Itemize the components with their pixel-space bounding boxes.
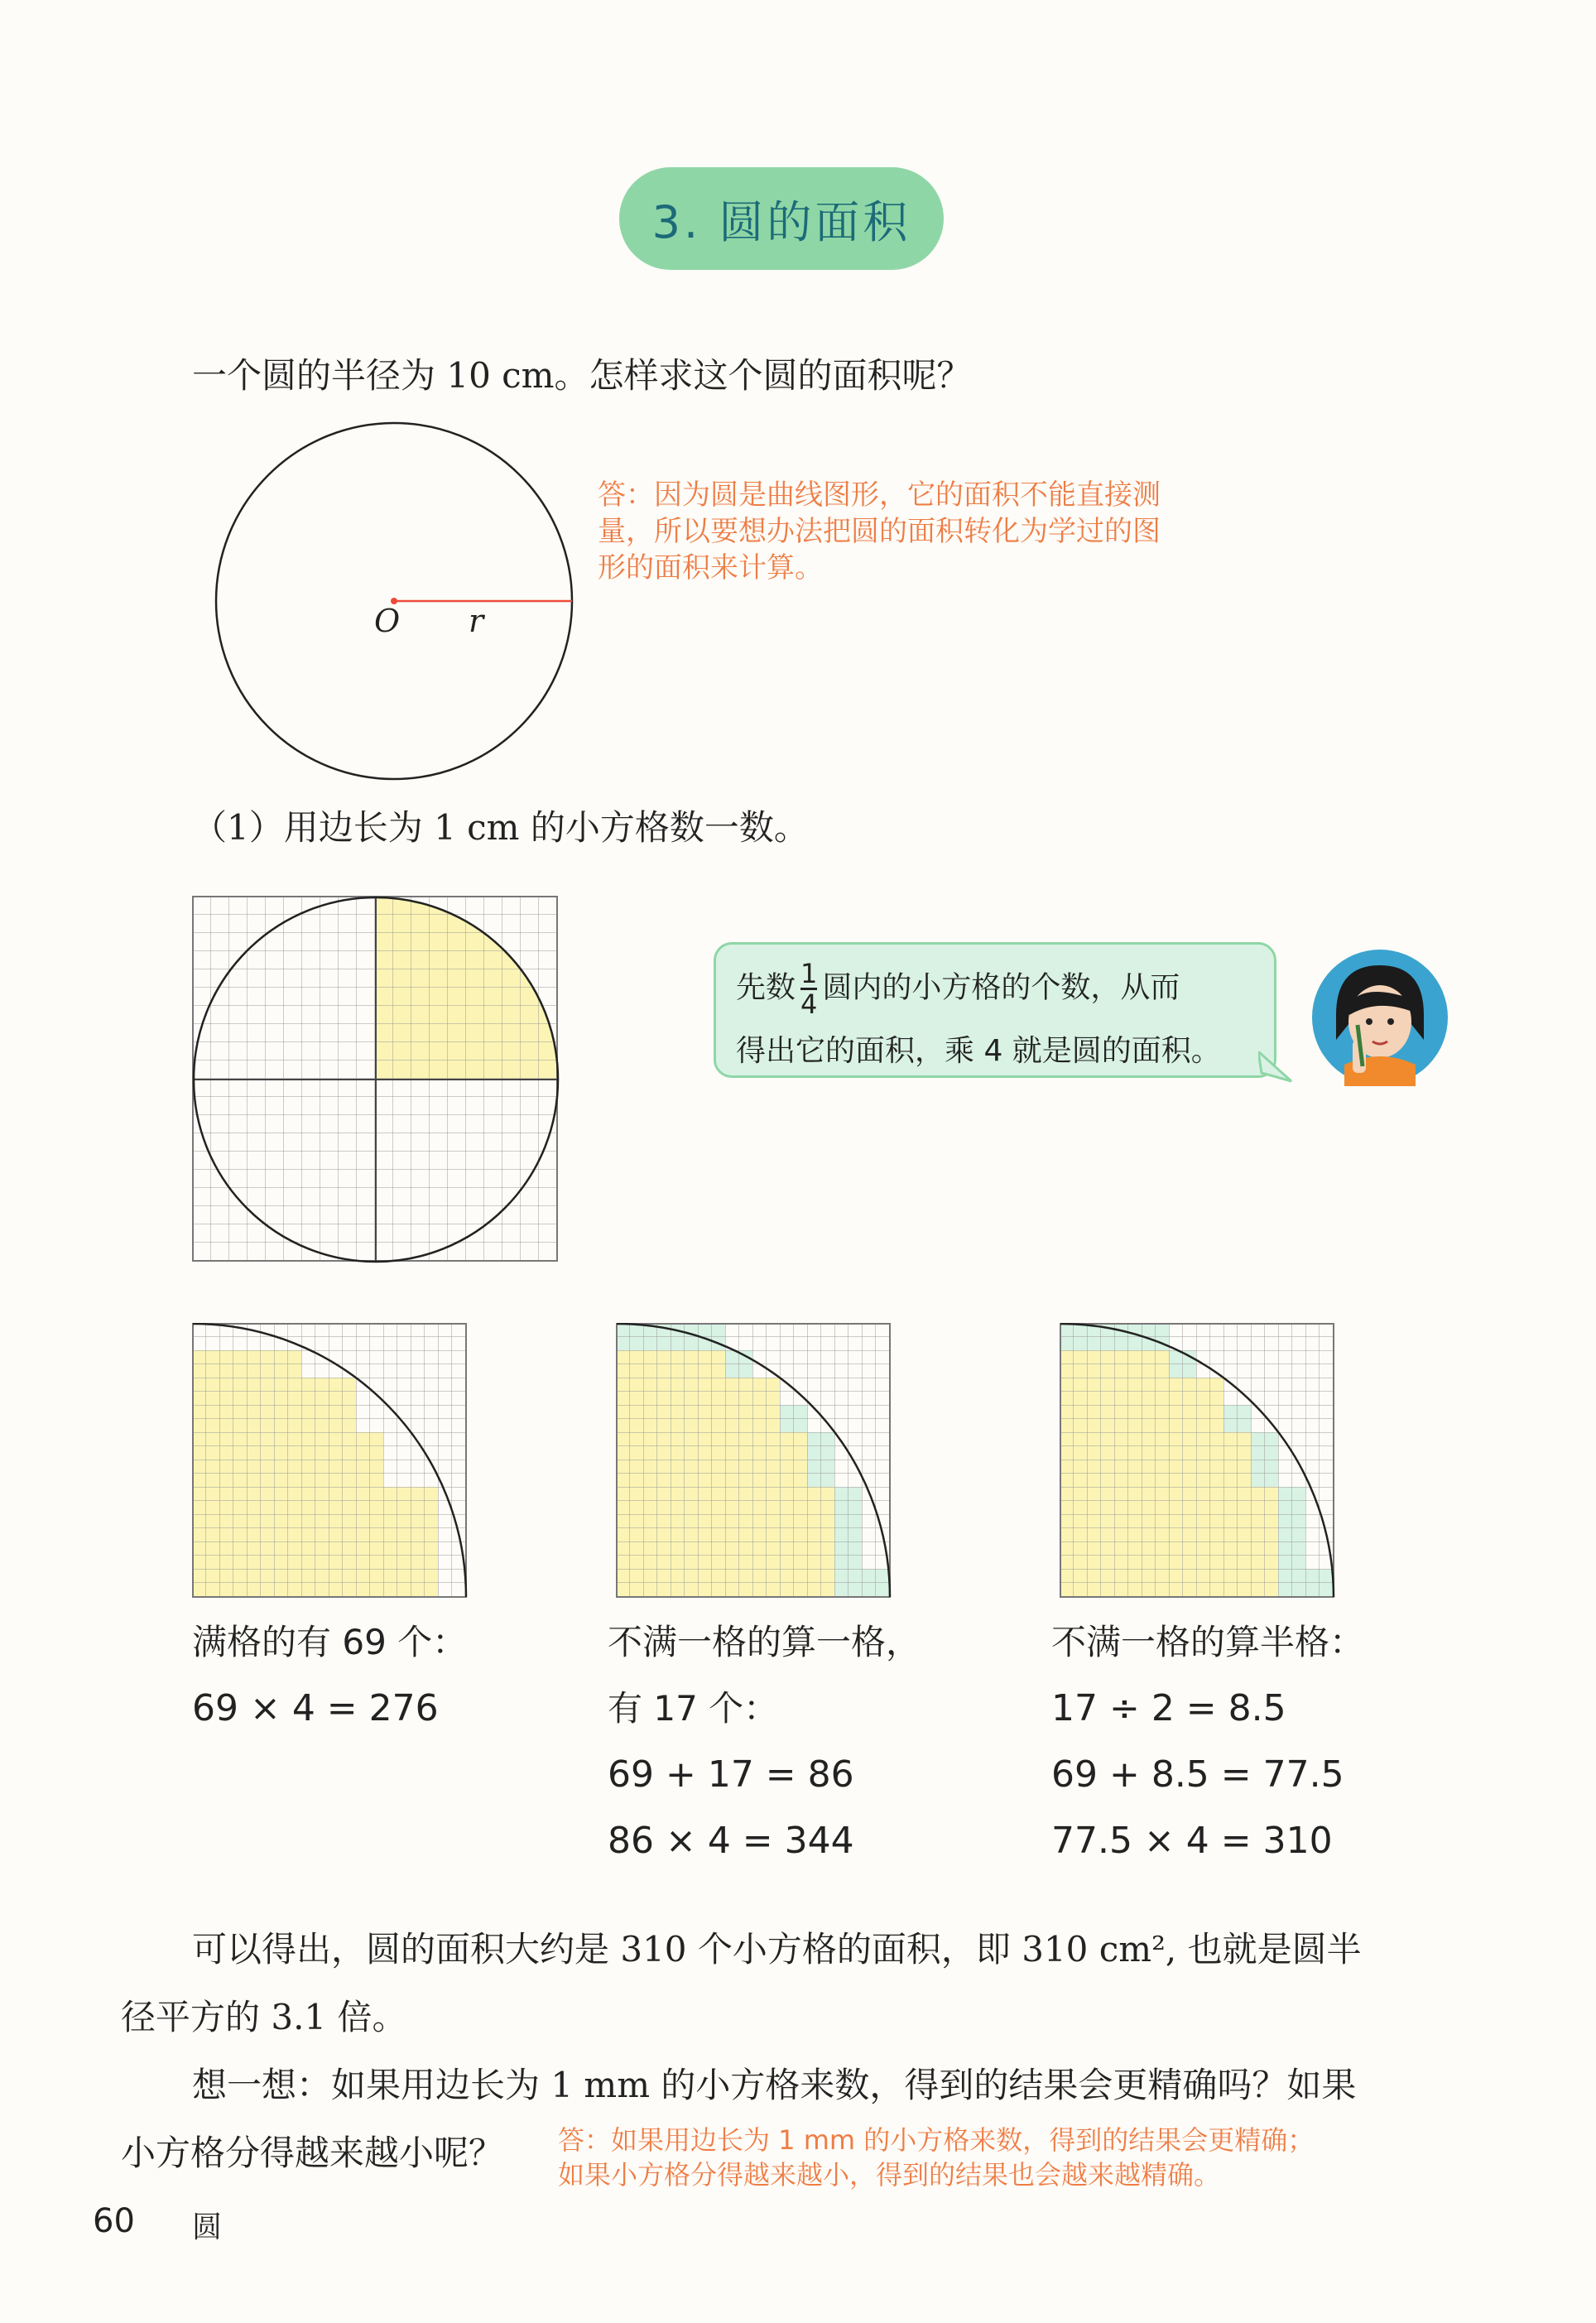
think-line-1: 想一想：如果用边长为 1 mm 的小方格来数，得到的结果会更精确吗？如果 bbox=[192, 2065, 1357, 2105]
method-1-text: 满格的有 69 个： 69 × 4 = 276 bbox=[192, 1622, 468, 1729]
answer-line: 量，所以要想办法把圆的面积转化为学过的图 bbox=[598, 515, 1161, 548]
bubble-line-1: 先数 $\frac{1}{4}$ 圆内的小方格的个数，从而 bbox=[736, 958, 1180, 1020]
section-title: 3. 圆的面积 bbox=[619, 167, 944, 270]
grid-method-3 bbox=[1060, 1323, 1341, 1604]
answer-block-1 bbox=[598, 477, 1161, 586]
speech-bubble bbox=[714, 942, 1276, 1078]
answer-line: 如果小方格分得越来越小，得到的结果也会越来越精确。 bbox=[558, 2159, 1221, 2191]
think-line-2: 小方格分得越来越小呢？ bbox=[121, 2133, 504, 2173]
bubble-tail bbox=[1258, 1051, 1295, 1085]
conclusion: 可以得出，圆的面积大约是 310 个小方格的面积，即 310 cm², 也就是圆半 bbox=[192, 1929, 1362, 1970]
conclusion-line-2: 径平方的 3.1 倍。 bbox=[121, 1997, 407, 2037]
answer-line: 答：因为圆是曲线图形，它的面积不能直接测 bbox=[598, 479, 1161, 512]
fraction: $\frac{1}{4}$ bbox=[800, 958, 818, 1020]
answer-line: 答：如果用边长为 1 mm 的小方格来数，得到的结果会更精确； bbox=[558, 2124, 1315, 2156]
grid-circle-diagram bbox=[192, 896, 561, 1265]
radius-label: r bbox=[469, 603, 484, 639]
page-number: 60 bbox=[93, 2202, 135, 2240]
chapter-name: 圆 bbox=[192, 2210, 223, 2244]
method-3-text: 不满一格的算半格： 17 ÷ 2 = 8.5 69 + 8.5 = 77.5 77.5 × 4 = 310 bbox=[1051, 1622, 1365, 1862]
grid-method-2 bbox=[616, 1323, 897, 1604]
method-2-text: 不满一格的算一格， 有 17 个： 69 + 17 = 86 86 × 4 = 344 bbox=[608, 1622, 921, 1862]
answer-block-2 bbox=[558, 2123, 1314, 2192]
grid-method-1 bbox=[192, 1323, 474, 1604]
student-avatar bbox=[1311, 949, 1449, 1086]
answer-line: 形的面积来计算。 bbox=[598, 551, 823, 584]
step-1-heading: （1）用边长为 1 cm 的小方格数一数。 bbox=[192, 807, 809, 848]
bubble-line-2: 得出它的面积，乘 4 就是圆的面积。 bbox=[736, 1034, 1221, 1068]
intro-question: 一个圆的半径为 10 cm。怎样求这个圆的面积呢？ bbox=[192, 355, 972, 396]
center-label: O bbox=[374, 603, 401, 639]
